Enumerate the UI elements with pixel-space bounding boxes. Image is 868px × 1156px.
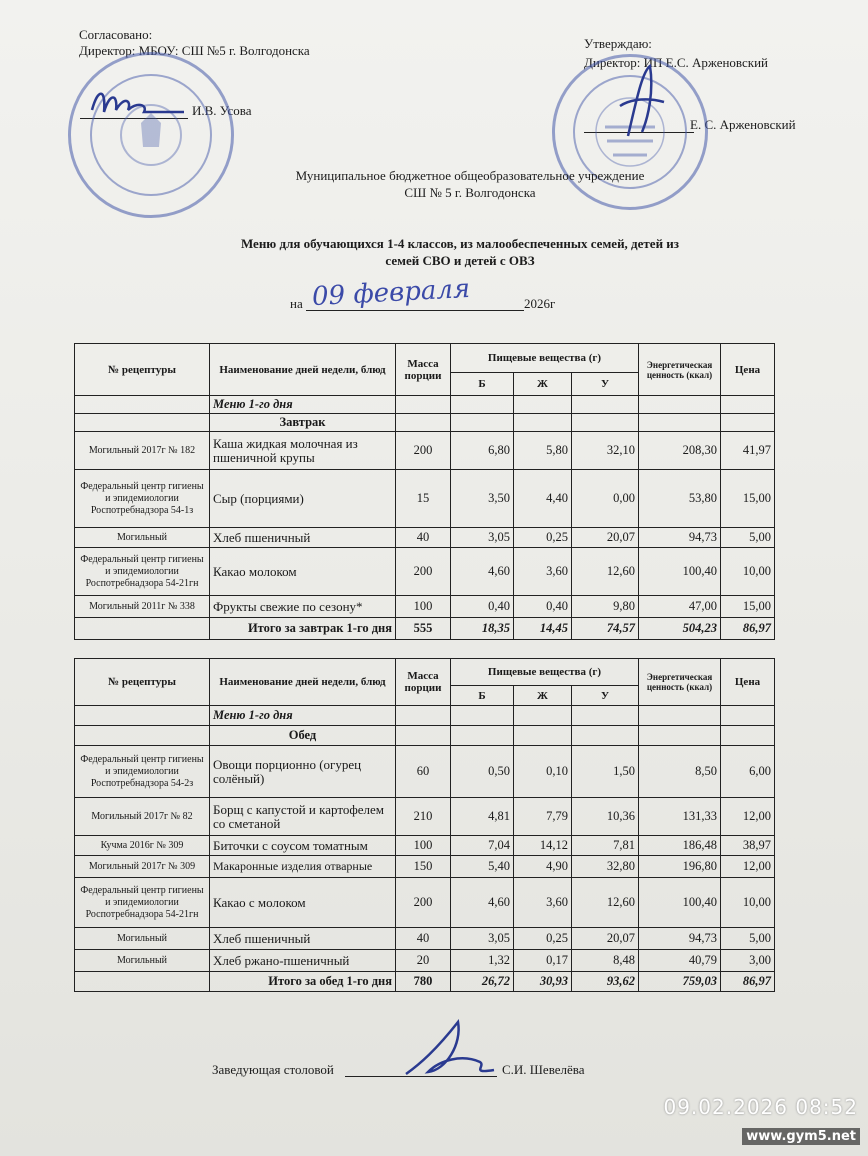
table-row: Могильный 2017г № 182 Каша жидкая молочная из пшеничной крупы 200 6,80 5,80 32,10 208,30 41,97 [75, 432, 775, 470]
signature-left-image [88, 82, 188, 122]
table-row: Могильный Хлеб ржано-пшеничный 20 1,32 0,17 8,48 40,79 3,00 [75, 950, 775, 972]
date-prefix: на [290, 296, 303, 311]
col-header-name: Наименование дней недели, блюд [210, 659, 396, 706]
day-label: Меню 1-го дня [210, 706, 396, 726]
col-header-mass: Масса порции [396, 659, 451, 706]
director-left-name: И.В. Усова [192, 103, 252, 118]
col-header-energy: Энергетическая ценность (ккал) [639, 659, 721, 706]
day-label: Меню 1-го дня [210, 396, 396, 414]
col-header-nutrients: Пищевые вещества (г) [451, 344, 639, 373]
col-header-u: У [572, 373, 639, 396]
col-header-b: Б [451, 686, 514, 706]
table-row: Федеральный центр гигиены и эпидемиологии Роспотребнадзора 54-21гн Какао молоком 200 4,60 3,60 12,60 100,40 10,00 [75, 548, 775, 596]
table-row: Федеральный центр гигиены и эпидемиологии Роспотребнадзора 54-2з Овощи порционно (огурец солёный) 60 0,50 0,10 1,50 8,50 6,00 [75, 746, 775, 798]
table-row: Федеральный центр гигиены и эпидемиологии Роспотребнадзора 54-21гн Какао с молоком 200 4,60 3,60 12,60 100,40 10,00 [75, 878, 775, 928]
table-row: Могильный 2017г № 82 Борщ с капустой и картофелем со сметаной 210 4,81 7,79 10,36 131,33 12,00 [75, 798, 775, 836]
col-header-nutrients: Пищевые вещества (г) [451, 659, 639, 686]
table-row: Могильный Хлеб пшеничный 40 3,05 0,25 20,07 94,73 5,00 [75, 928, 775, 950]
table-row: Кучма 2016г № 309 Биточки с соусом томатным 100 7,04 14,12 7,81 186,48 38,97 [75, 836, 775, 856]
table-row: Могильный 2017г № 309 Макаронные изделия отварные 150 5,40 4,90 32,80 196,80 12,00 [75, 856, 775, 878]
org-line-1: Муниципальное бюджетное общеобразовательное учреждение [295, 168, 645, 183]
col-header-recipe: № рецептуры [75, 659, 210, 706]
col-header-zh: Ж [514, 373, 572, 396]
signature-right-image [598, 62, 678, 142]
menu-title-line-2: семей СВО и детей с ОВЗ [385, 253, 535, 268]
meal-label: Завтрак [210, 414, 396, 432]
photo-timestamp: 09.02.2026 08:52 [663, 1095, 858, 1119]
director-right-title: Директор: ИП Е.С. Арженовский [584, 55, 768, 70]
col-header-u: У [572, 686, 639, 706]
col-header-mass: Масса порции [396, 344, 451, 396]
col-header-energy: Энергетическая ценность (ккал) [639, 344, 721, 396]
meal-label: Обед [210, 726, 396, 746]
col-header-recipe: № рецептуры [75, 344, 210, 396]
lunch-table [74, 658, 775, 992]
footer-name: С.И. Шевелёва [502, 1062, 585, 1077]
table-row: Федеральный центр гигиены и эпидемиологии Роспотребнадзора 54-1з Сыр (порциями) 15 3,50 4,40 0,00 53,80 15,00 [75, 470, 775, 528]
table-row: Могильный 2011г № 338 Фрукты свежие по сезону* 100 0,40 0,40 9,80 47,00 15,00 [75, 596, 775, 618]
org-line-2: СШ № 5 г. Волгодонска [404, 185, 536, 200]
col-header-zh: Ж [514, 686, 572, 706]
director-right-name: Е. С. Арженовский [690, 117, 796, 132]
footer-role: Заведующая столовой [212, 1062, 334, 1077]
date-handwritten: 09 февраля [311, 273, 471, 313]
total-row: Итого за обед 1-го дня 780 26,72 30,93 93,62 759,03 86,97 [75, 972, 775, 992]
col-header-b: Б [451, 373, 514, 396]
approve-label: Утверждаю: [584, 36, 652, 51]
director-left-title: Директор: МБОУ: СШ №5 г. Волгодонска [79, 43, 310, 58]
agreed-label: Согласовано: [79, 27, 153, 42]
site-watermark: www.gym5.net [742, 1128, 860, 1145]
col-header-name: Наименование дней недели, блюд [210, 344, 396, 396]
total-row: Итого за завтрак 1-го дня 555 18,35 14,45 74,57 504,23 86,97 [75, 618, 775, 640]
table-row: Могильный Хлеб пшеничный 40 3,05 0,25 20,07 94,73 5,00 [75, 528, 775, 548]
date-year: 2026г [524, 296, 556, 311]
footer-signature-image [400, 1014, 500, 1078]
col-header-price: Цена [721, 659, 775, 706]
col-header-price: Цена [721, 344, 775, 396]
menu-title-line-1: Меню для обучающихся 1-4 классов, из малообеспеченных семей, детей из [240, 236, 680, 251]
breakfast-table [74, 343, 775, 640]
